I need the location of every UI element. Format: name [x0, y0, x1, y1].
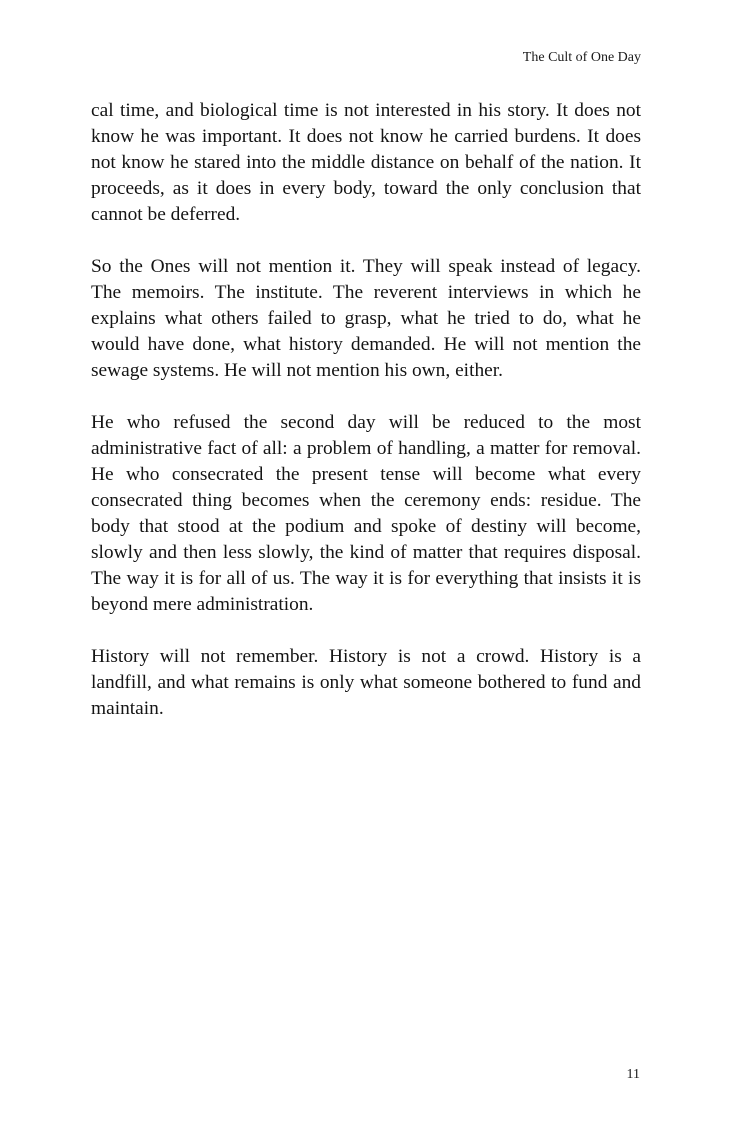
paragraph: So the Ones will not mention it. They will speak instead of legacy. The memoirs. The institute. The reverent interviews in which he explains what others failed to grasp, what he tried to do, what he would have done, what history demanded. He will not mention the sewage systems. He will not mention his own, either.	[91, 256, 641, 381]
running-header: The Cult of One Day	[522, 50, 641, 65]
paragraph: cal time, and biological time is not interested in his story. It does not know he was important. It does not know he carried burdens. It does not know he stared into the middle distance on behalf of the nation. It proceeds, as it does in every body, toward the only conclusion that cannot be deferred.	[91, 100, 641, 225]
page-number: 11	[626, 1067, 640, 1082]
paragraph: He who refused the second day will be reduced to the most administrative fact of all: a problem of handling, a matter for removal. He who consecrated the present tense will become what every consecrated thing becomes when the ceremony ends: residue. The body that stood at the podium and spoke of destiny will become, slowly and then less slowly, the kind of matter that requires disposal. The way it is for all of us. The way it is for everything that insists it is beyond mere administration.	[91, 412, 641, 615]
body-text	[91, 98, 641, 748]
paragraph: History will not remember. History is not a crowd. History is a landfill, and what remains is only what someone bothered to fund and maintain.	[91, 646, 641, 719]
